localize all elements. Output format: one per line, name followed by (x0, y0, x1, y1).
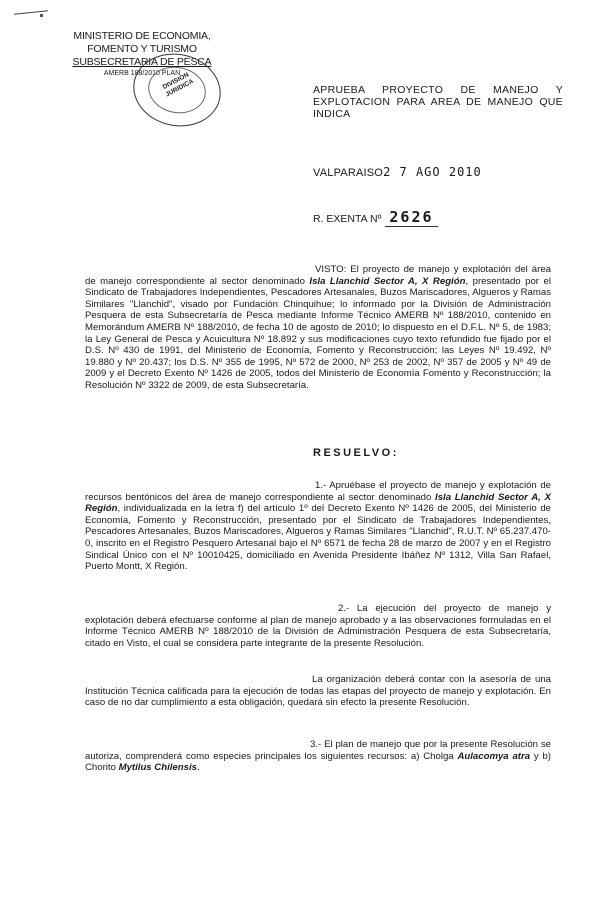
exenta-number-line (313, 208, 513, 227)
ministry-line-4: AMERB 188/2010 PLAN (103, 70, 181, 77)
resuelvo-heading: RESUELVO: (313, 447, 399, 459)
scan-mark-dot (40, 14, 43, 17)
exenta-number: 2626 (385, 208, 437, 227)
stamp-text: DIVISION JURIDICA (161, 71, 195, 99)
article-1-paragraph (85, 480, 551, 573)
article-2-paragraph: 2.- La ejecución del proyecto de manejo y explotación deberá efectuarse conforme al plan de manejo aprobado y a las observaciones formuladas en el Informe Técnico AMERB Nº 188/2010 de la División de Administración Pesquera de esta Subsecretaría, citado en Visto, el cual se considera parte integrante de la presente Resolución. (85, 603, 551, 649)
visto-paragraph (85, 264, 551, 392)
article-3-paragraph (85, 739, 551, 774)
article-1-text-2: , individualizada en la letra f) del artículo 1º del Decreto Exento Nº 1426 de 2005, del Ministerio de Economía, Fomento y Reconstrucción, presentado por el Sindicato de Trabajadores Independientes, Pescadores Artesanales, Buzos Mariscadores, Algueros y Ramas Similares "Llanchid", R.U.T. Nº 65.237.470-0, inscrito en el Registro Pesquero Artesanal bajo el Nº 6571 de fecha 28 de marzo de 2007 y en el Registro Sindical Único con el Nº 10010425, domiciliado en Avenida Presidente Ibáñez Nº 1312, Villa San Rafael, Puerto Montt, X Región. (85, 503, 551, 573)
exenta-label: R. EXENTA Nº (313, 213, 382, 225)
resolution-date: 2 7 AGO 2010 (383, 165, 482, 179)
resolution-subject: APRUEBA PROYECTO DE MANEJO Y EXPLOTACION PARA AREA DE MANEJO QUE INDICA (313, 84, 563, 120)
visto-sector-name: Isla Llanchid Sector A, X Región (309, 275, 466, 287)
place-name: VALPARAISO (313, 167, 384, 179)
article-3-text-2: y b) Chorito (85, 750, 552, 774)
visto-text-1: VISTO: El proyecto de manejo y explotación del área de manejo correspondiente al sector denominado (85, 264, 551, 287)
place-date (313, 165, 513, 179)
article-3-text-3: . (196, 762, 200, 774)
species-aulacomya: Aulacomya atra (457, 750, 531, 762)
ministry-line-3: SUBSECRETARIA DE PESCA (72, 56, 212, 68)
species-mytilus: Mytilus Chilensis (118, 762, 197, 774)
article-1-sector-name: Isla Llanchid Sector A, X Región (85, 491, 551, 515)
visto-text-2: , presentado por el Sindicato de Trabajadores Independientes, Pescadores Artesanales, Buzos Mariscadores, Algueros y Ramas Similares "Llanchid", visado por Fundación Chinquihue; lo informado por la División de Administración Pesquera de esta Subsecretaría de Pesca mediante Informe Técnico AMERB Nº 188/2010, contenido en Memorándum AMERB Nº 188/2010, de fecha 10 de agosto de 2010; lo dispuesto en el D.F.L. Nº 5, de 1983; la Ley General de Pesca y Acuicultura Nº 18.892 y sus modificaciones cuyo texto refundido fue fijado por el D.S. Nº 430 de 1991, del Ministerio de Economía, Fomento y Reconstrucción; las Leyes Nº 19.492, Nº 19.880 y Nº 20.437; los D.S. Nº 355 de 1995, Nº 572 de 2000, Nº 253 de 2002, Nº 357 de 2005 y Nº 49 de 2009 y el Decreto Exento Nº 1426 de 2005, todos del Ministerio de Economía Fomento y Reconstrucción; la Resolución Nº 3322 de 2009, de esta Subsecretaría. (85, 275, 551, 391)
article-1-text-1: 1.- Apruébase el proyecto de manejo y explotación de recursos bentónicos del área de manejo correspondiente al sector denominado (85, 480, 551, 503)
article-3-text-1: 3.- El plan de manejo que por la presente Resolución se autoriza, comprenderá como especies principales los siguientes recursos: a) Cholga (85, 739, 551, 762)
ministry-line-1: MINISTERIO DE ECONOMIA, (73, 30, 211, 42)
ministry-line-2: FOMENTO Y TURISMO (87, 43, 197, 55)
asesoria-paragraph: La organización deberá contar con la asesoría de una Institución Técnica calificada para la ejecución de todas las etapas del proyecto de manejo y explotación. En caso de no dar cumplimiento a esta obligación, quedará sin efecto la presente Resolución. (85, 674, 551, 709)
